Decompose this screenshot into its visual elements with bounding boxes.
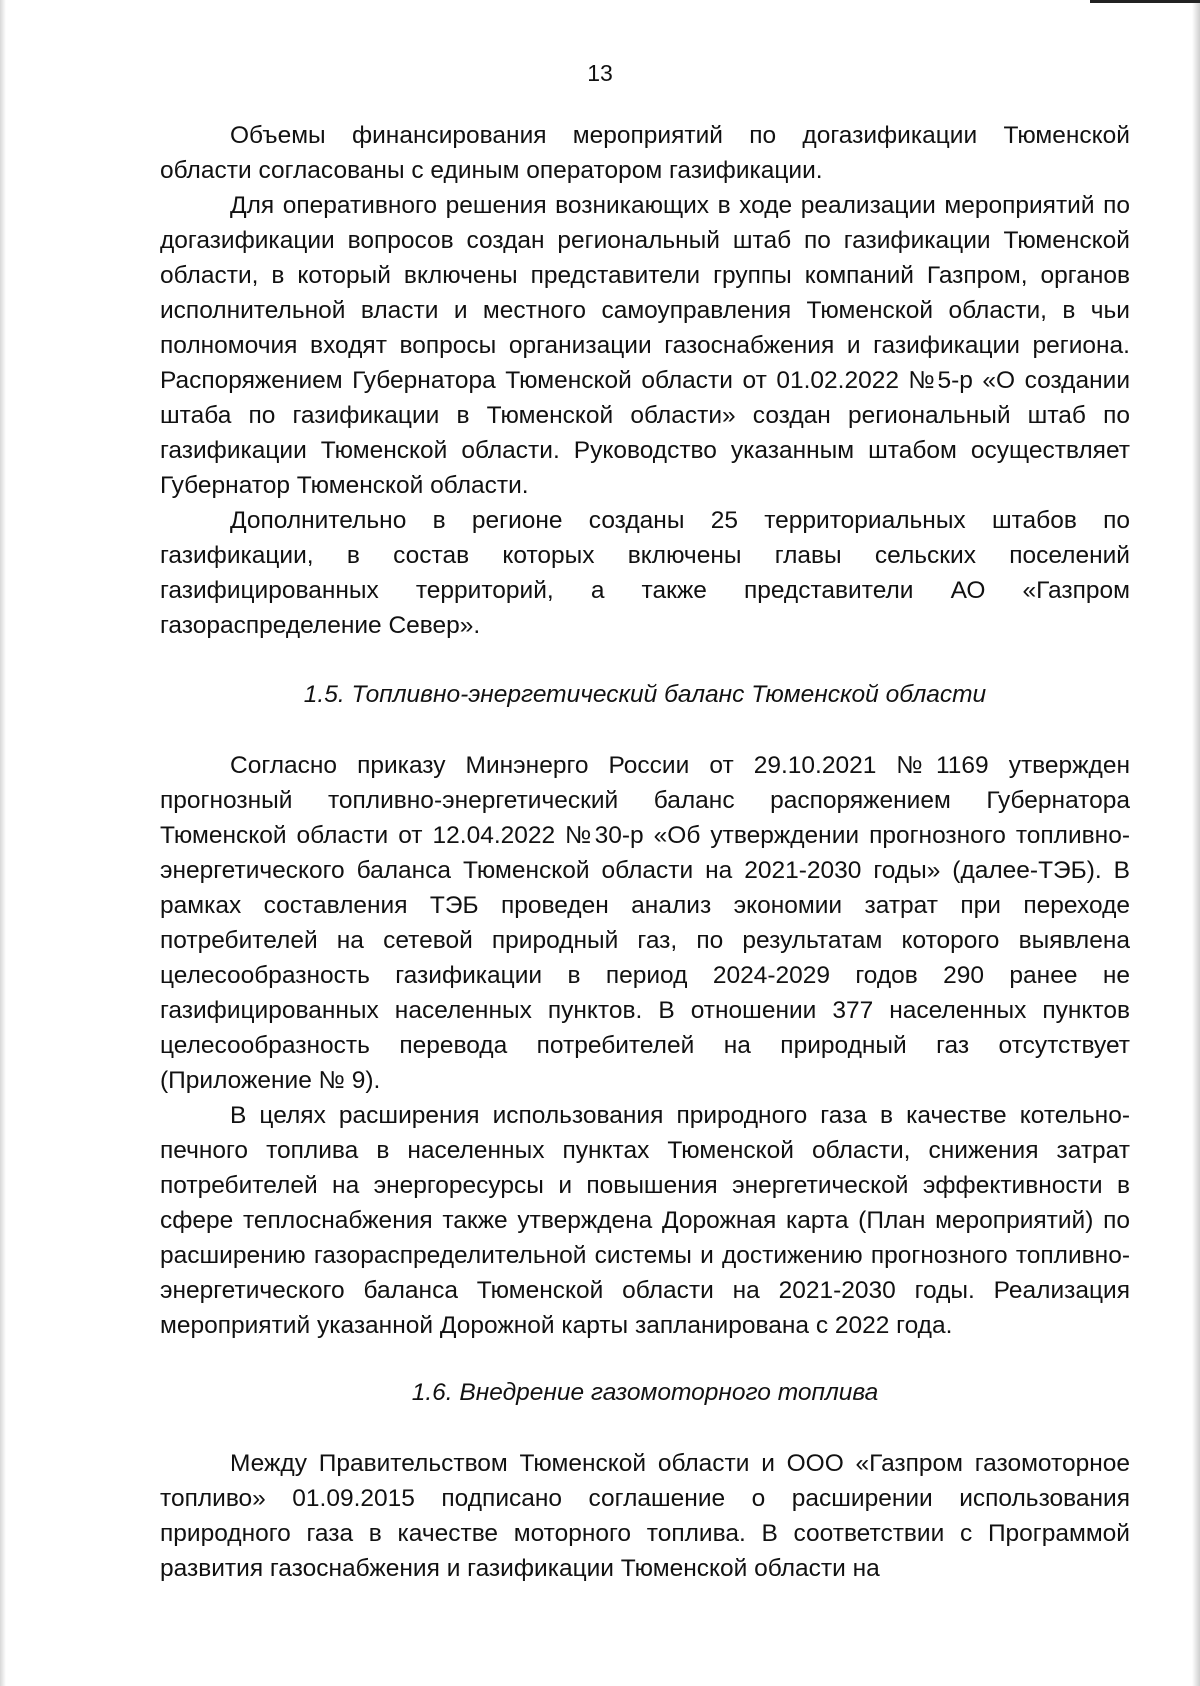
scan-edge-right — [1192, 0, 1200, 1686]
paragraph-financing: Объемы финансирования мероприятий по догазификации Тюменской области согласованы с единым оператором газификации. — [160, 122, 1130, 184]
section-heading-1-6: 1.6. Внедрение газомоторного топлива — [411, 1379, 879, 1406]
paragraph-roadmap: В целях расширения использования природного газа в качестве котельно-печного топлива в населенных пунктах Тюменской области, снижения затрат потребителей на энергоресурсы и повышения энергетической эффективности в сфере теплоснабжения также утверждена Дорожная карта (План мероприятий) по расширению газораспределительной системы и достижению прогнозного топливно-энергетического баланса Тюменской области на 2021-2030 годы. Реализация мероприятий указанной Дорожной карты запланирована с 2022 года. — [160, 1102, 1130, 1339]
paragraph-territorial-headquarters: Дополнительно в регионе созданы 25 территориальных штабов по газификации, в состав которых включены главы сельских поселений газифицированных территорий, а также представители АО «Газпром газораспределение Север». — [160, 507, 1130, 639]
scan-edge-left — [0, 0, 6, 1686]
scan-mark — [1090, 0, 1200, 3]
paragraph-gas-motor-fuel: Между Правительством Тюменской области и ООО «Газпром газомоторное топливо» 01.09.2015 подписано соглашение о расширении использования природного газа в качестве моторного топлива. В соответствии с Программой развития газоснабжения и газификации Тюменской области на — [160, 1450, 1130, 1582]
paragraph-regional-headquarters: Для оперативного решения возникающих в ходе реализации мероприятий по догазификации вопросов создан региональный штаб по газификации Тюменской области, в который включены представители группы компаний Газпром, органов исполнительной власти и местного самоуправления Тюменской области, в чьи полномочия входят вопросы организации газоснабжения и газификации региона. Распоряжением Губернатора Тюменской области от 01.02.2022 №5-р «О создании штаба по газификации в Тюменской области» создан региональный штаб по газификации Тюменской области. Руководство указанным штабом осуществляет Губернатор Тюменской области. — [160, 192, 1130, 499]
document-body — [160, 118, 1130, 1586]
paragraph-fuel-energy-balance: Согласно приказу Минэнерго России от 29.10.2021 №1169 утвержден прогнозный топливно-энергетический баланс распоряжением Губернатора Тюменской области от 12.04.2022 №30-р «Об утверждении прогнозного топливно-энергетического баланса Тюменской области на 2021-2030 годы» (далее-ТЭБ). В рамках составления ТЭБ проведен анализ экономии затрат при переходе потребителей на сетевой природный газ, по результатам которого выявлена целесообразность газификации в период 2024-2029 годов 290 ранее не газифицированных населенных пунктов. В отношении 377 населенных пунктов целесообразность перевода потребителей на природный газ отсутствует (Приложение № 9). — [160, 752, 1130, 1094]
page-number: 13 — [587, 60, 613, 86]
section-heading-1-5: 1.5. Топливно-энергетический баланс Тюменской области — [303, 681, 987, 708]
